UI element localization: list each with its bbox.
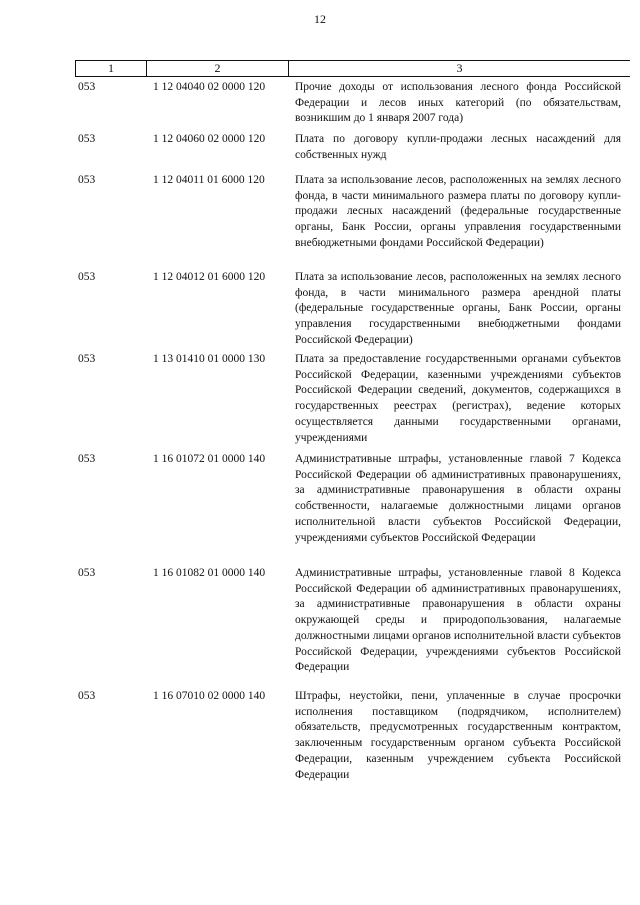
budget-code-cell: 1 12 04040 02 0000 120 [153, 81, 266, 93]
table-header-row [75, 60, 630, 77]
description-cell: Штрафы, неустойки, пени, уплаченные в случае просрочки исполнения поставщиком (подрядчиком, исполнителем) обязательств, предусмотренных государственным контрактом, заключенным государственным органом субъекта Российской Федерации, казенным учреждением субъекта Российской Федерации [295, 690, 621, 781]
budget-code-cell: 1 16 01072 01 0000 140 [153, 453, 266, 465]
description-cell: Административные штрафы, установленные главой 8 Кодекса Российской Федерации об административных правонарушениях, за административные правонарушения в области охраны окружающей среды и природопользования, налагаемые должностными лицами органов исполнительной власти субъектов Российской Федерации, учреждениями субъектов Российской Федерации [295, 567, 621, 674]
budget-code-cell: 1 16 07010 02 0000 140 [153, 690, 266, 702]
budget-code-cell: 1 12 04060 02 0000 120 [153, 133, 266, 145]
revenue-codes-table [75, 60, 630, 781]
description-cell: Плата за использование лесов, расположенных на землях лесного фонда, в части минимального размера платы по договору купли-продажи лесных насаждений (федеральные государственные органы, Банк России, органы управления государственными внебюджетными фондами Российской Федерации) [295, 174, 621, 249]
admin-code-cell: 053 [78, 133, 96, 145]
admin-code-cell: 053 [78, 353, 96, 365]
admin-code-cell: 053 [78, 174, 96, 186]
column-header-3: 3 [456, 61, 463, 75]
description-cell: Прочие доходы от использования лесного фонда Российской Федерации и лесов иных категорий (по обязательствам, возникшим до 1 января 2007 года) [295, 81, 621, 125]
admin-code-cell: 053 [78, 567, 96, 579]
description-cell: Плата за предоставление государственными органами субъектов Российской Федерации, казенными учреждениями субъектов Российской Федерации сведений, документов, содержащихся в государственных реестрах (регистрах), ведение которых осуществляется данными государственными органами, учреждениями [295, 353, 621, 444]
description-cell: Административные штрафы, установленные главой 7 Кодекса Российской Федерации об административных правонарушениях, за административные правонарушения в области охраны собственности, налагаемые должностными лицами органов исполнительной власти субъектов Российской Федерации, учреждениями субъектов Российской Федерации [295, 453, 621, 544]
description-cell: Плата за использование лесов, расположенных на землях лесного фонда, в части минимального размера арендной платы (федеральные государственные органы, Банк России, органы управления государственными внебюджетными фондами Российской Федерации) [295, 271, 621, 346]
admin-code-cell: 053 [78, 453, 96, 465]
page-number: 12 [314, 12, 326, 26]
budget-code-cell: 1 16 01082 01 0000 140 [153, 567, 266, 579]
admin-code-cell: 053 [78, 690, 96, 702]
column-header-1: 1 [75, 61, 147, 76]
column-header-2: 2 [147, 61, 289, 76]
description-cell: Плата по договору купли-продажи лесных насаждений для собственных нужд [295, 133, 621, 161]
budget-code-cell: 1 13 01410 01 0000 130 [153, 353, 266, 365]
admin-code-cell: 053 [78, 271, 96, 283]
budget-code-cell: 1 12 04012 01 6000 120 [153, 271, 266, 283]
admin-code-cell: 053 [78, 81, 96, 93]
budget-code-cell: 1 12 04011 01 6000 120 [153, 174, 265, 186]
